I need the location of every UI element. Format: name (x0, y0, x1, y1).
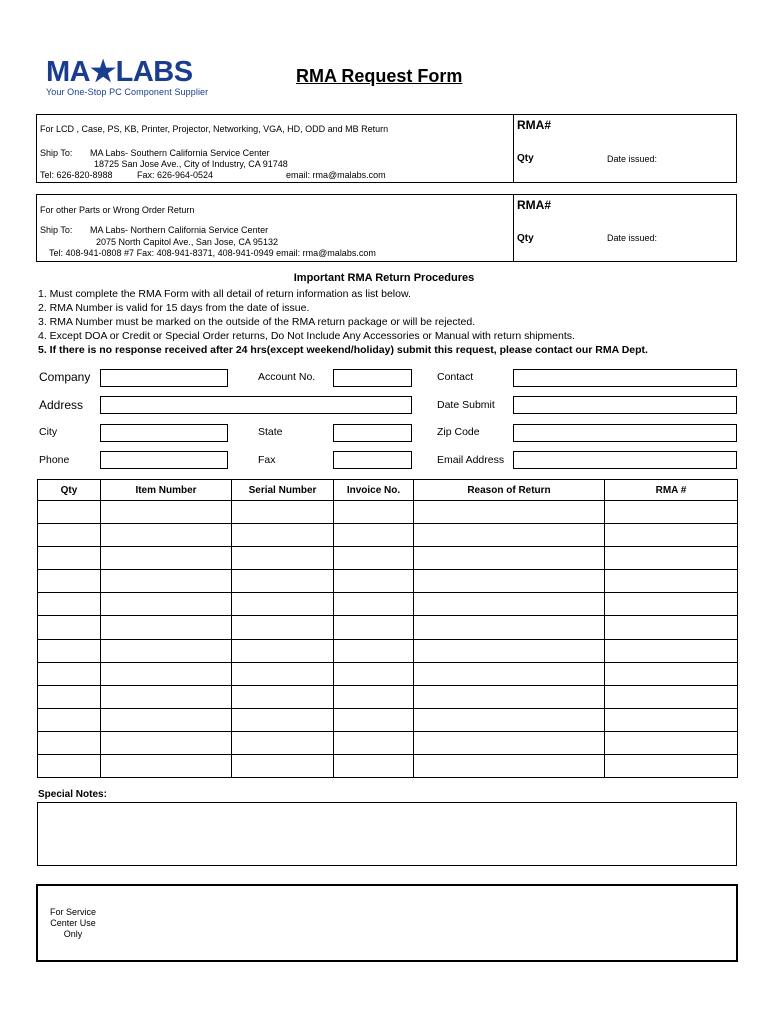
table-cell[interactable] (334, 547, 414, 570)
table-cell[interactable] (414, 524, 605, 547)
procedure-item-1: 1. Must complete the RMA Form with all detail of return information as list below. (38, 288, 411, 300)
table-cell[interactable] (334, 593, 414, 616)
rma-number-header: RMA # (605, 480, 738, 501)
table-cell[interactable] (38, 685, 101, 708)
north-date-issued-label: Date issued: (607, 233, 658, 243)
company-label: Company (39, 370, 91, 384)
south-ship-to-label: Ship To: (40, 148, 73, 158)
table-cell[interactable] (101, 755, 232, 778)
table-cell[interactable] (101, 662, 232, 685)
account-no-field[interactable] (333, 369, 412, 387)
table-row (38, 662, 738, 685)
table-row (38, 755, 738, 778)
return-items-table (37, 479, 738, 778)
table-cell[interactable] (232, 501, 334, 524)
table-row (38, 524, 738, 547)
procedure-item-4: 4. Except DOA or Credit or Special Order returns, Do Not Include Any Accessories or Manual with return shipments. (38, 330, 575, 342)
south-rma-label: RMA# (517, 118, 552, 132)
address-label: Address (39, 398, 84, 412)
table-row (38, 685, 738, 708)
table-cell[interactable] (414, 616, 605, 639)
table-cell[interactable] (334, 616, 414, 639)
service-center-box (36, 884, 738, 962)
special-notes-field[interactable] (37, 802, 737, 866)
table-cell[interactable] (605, 616, 738, 639)
table-row (38, 570, 738, 593)
table-cell[interactable] (414, 501, 605, 524)
special-notes-label: Special Notes: (38, 789, 107, 800)
fax-field[interactable] (333, 451, 412, 469)
table-cell[interactable] (605, 524, 738, 547)
logo-wordmark: MA★LABS (46, 56, 193, 88)
table-cell[interactable] (101, 616, 232, 639)
zip-code-label: Zip Code (437, 426, 480, 438)
table-cell[interactable] (605, 593, 738, 616)
qty-header: Qty (38, 480, 101, 501)
city-label: City (39, 426, 58, 438)
account-no-label: Account No. (258, 371, 316, 383)
table-cell[interactable] (101, 731, 232, 754)
table-cell[interactable] (414, 570, 605, 593)
table-cell[interactable] (101, 524, 232, 547)
table-cell[interactable] (232, 685, 334, 708)
north-heading: For other Parts or Wrong Order Return (40, 205, 195, 215)
table-cell[interactable] (38, 639, 101, 662)
table-cell[interactable] (38, 524, 101, 547)
email-address-field[interactable] (513, 451, 737, 469)
table-cell[interactable] (38, 547, 101, 570)
service-center-label: For Service Center Use Only (49, 907, 96, 939)
table-cell[interactable] (101, 570, 232, 593)
table-cell[interactable] (38, 501, 101, 524)
table-cell[interactable] (38, 731, 101, 754)
table-cell[interactable] (414, 662, 605, 685)
table-cell[interactable] (38, 755, 101, 778)
table-cell[interactable] (414, 685, 605, 708)
table-cell[interactable] (232, 547, 334, 570)
procedure-item-3: 3. RMA Number must be marked on the outside of the RMA return package or will be rejected. (38, 316, 476, 328)
contact-field[interactable] (513, 369, 737, 387)
south-fax: Fax: 626-964-0524 (137, 170, 214, 180)
north-rma-label: RMA# (517, 198, 552, 212)
north-center-name: MA Labs- Northern California Service Center (90, 225, 269, 235)
south-ship-info (37, 115, 514, 182)
table-cell[interactable] (232, 731, 334, 754)
table-cell[interactable] (101, 547, 232, 570)
procedures-title: Important RMA Return Procedures (293, 272, 475, 284)
table-cell[interactable] (414, 708, 605, 731)
table-row (38, 547, 738, 570)
table-row (38, 616, 738, 639)
table-row (38, 708, 738, 731)
zip-code-field[interactable] (513, 424, 737, 442)
email-address-label: Email Address (437, 454, 505, 466)
south-heading: For LCD , Case, PS, KB, Printer, Projector, Networking, VGA, HD, ODD and MB Return (40, 124, 389, 134)
north-ship-info (37, 195, 514, 261)
south-tel: Tel: 626-820-8988 (40, 170, 113, 180)
table-row (38, 639, 738, 662)
serial-number-header: Serial Number (232, 480, 334, 501)
phone-label: Phone (39, 454, 70, 466)
city-field[interactable] (100, 424, 228, 442)
table-cell[interactable] (101, 685, 232, 708)
company-field[interactable] (100, 369, 228, 387)
table-cell[interactable] (38, 570, 101, 593)
table-row (38, 501, 738, 524)
table-cell[interactable] (334, 639, 414, 662)
table-cell[interactable] (605, 547, 738, 570)
reason-of-return-header: Reason of Return (414, 480, 605, 501)
phone-field[interactable] (100, 451, 228, 469)
procedure-item-5: 5. If there is no response received after 24 hrs(except weekend/holiday) submit this request, please contact our RMA Dept. (38, 344, 648, 356)
south-date-issued-label: Date issued: (607, 154, 658, 164)
table-cell[interactable] (232, 708, 334, 731)
date-submit-field[interactable] (513, 396, 737, 414)
table-cell[interactable] (334, 501, 414, 524)
table-cell[interactable] (334, 662, 414, 685)
table-cell[interactable] (38, 616, 101, 639)
table-cell[interactable] (101, 501, 232, 524)
table-cell[interactable] (605, 639, 738, 662)
table-cell[interactable] (414, 731, 605, 754)
table-cell[interactable] (334, 755, 414, 778)
north-ship-box (36, 194, 737, 262)
north-ship-to-label: Ship To: (40, 225, 73, 235)
north-contact-line: Tel: 408-941-0808 #7 Fax: 408-941-8371, 408-941-0949 email: rma@malabs.com (49, 248, 376, 258)
logo-tagline: Your One-Stop PC Component Supplier (46, 87, 209, 97)
date-submit-label: Date Submit (437, 399, 495, 411)
table-cell[interactable] (101, 708, 232, 731)
south-address: 18725 San Jose Ave., City of Industry, CA 91748 (94, 159, 288, 169)
table-cell[interactable] (334, 731, 414, 754)
table-cell[interactable] (232, 662, 334, 685)
table-cell[interactable] (414, 593, 605, 616)
table-cell[interactable] (38, 593, 101, 616)
north-qty-label: Qty (517, 233, 534, 244)
table-cell[interactable] (414, 639, 605, 662)
table-cell[interactable] (232, 570, 334, 593)
north-address: 2075 North Capitol Ave., San Jose, CA 95132 (96, 237, 278, 247)
procedure-item-2: 2. RMA Number is valid for 15 days from the date of issue. (38, 302, 310, 314)
table-cell[interactable] (38, 708, 101, 731)
table-cell[interactable] (605, 501, 738, 524)
table-cell[interactable] (334, 685, 414, 708)
south-qty-label: Qty (517, 153, 534, 164)
fax-label: Fax (258, 454, 276, 466)
table-cell[interactable] (232, 593, 334, 616)
page-title: RMA Request Form (296, 66, 463, 86)
invoice-no-header: Invoice No. (334, 480, 414, 501)
table-cell[interactable] (101, 593, 232, 616)
table-cell[interactable] (232, 755, 334, 778)
table-row (38, 731, 738, 754)
table-cell[interactable] (101, 639, 232, 662)
state-label: State (258, 426, 283, 438)
table-cell[interactable] (605, 755, 738, 778)
south-center-name: MA Labs- Southern California Service Center (90, 148, 270, 158)
table-cell[interactable] (334, 524, 414, 547)
table-cell[interactable] (232, 616, 334, 639)
table-cell[interactable] (605, 708, 738, 731)
table-cell[interactable] (605, 570, 738, 593)
table-cell[interactable] (414, 547, 605, 570)
table-row (38, 593, 738, 616)
south-email: email: rma@malabs.com (286, 170, 386, 180)
table-header-row (38, 480, 738, 501)
table-cell[interactable] (414, 755, 605, 778)
table-cell[interactable] (605, 731, 738, 754)
table-cell[interactable] (232, 639, 334, 662)
table-cell[interactable] (232, 524, 334, 547)
item-number-header: Item Number (101, 480, 232, 501)
table-cell[interactable] (334, 570, 414, 593)
table-cell[interactable] (605, 685, 738, 708)
state-field[interactable] (333, 424, 412, 442)
address-field[interactable] (100, 396, 412, 414)
table-cell[interactable] (38, 662, 101, 685)
company-logo (46, 58, 226, 97)
table-cell[interactable] (605, 662, 738, 685)
table-cell[interactable] (334, 708, 414, 731)
contact-label: Contact (437, 371, 474, 383)
south-ship-box (36, 114, 737, 183)
